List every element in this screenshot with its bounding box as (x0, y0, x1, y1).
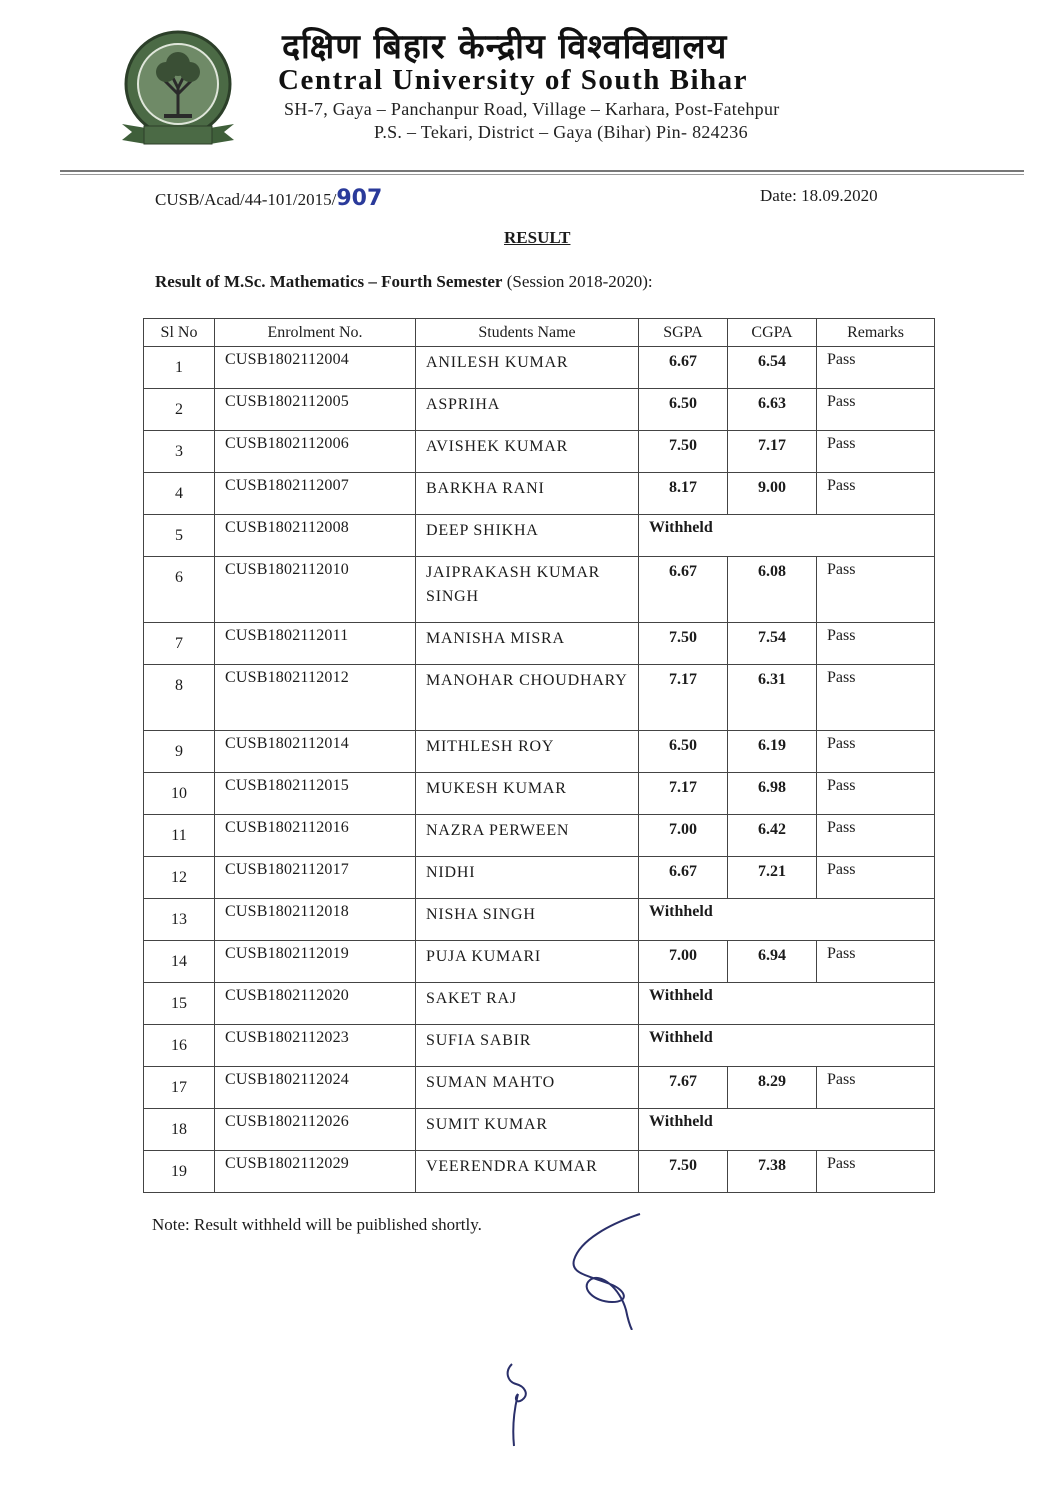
header-cgpa: CGPA (728, 319, 817, 347)
cell-enrolment: CUSB1802112017 (215, 857, 416, 899)
cell-enrolment: CUSB1802112014 (215, 731, 416, 773)
cell-sgpa: 7.00 (639, 941, 728, 983)
cell-student-name: MUKESH KUMAR (416, 773, 639, 815)
cell-sgpa: 7.50 (639, 1151, 728, 1193)
cell-sl-no: 10 (144, 773, 215, 815)
cell-sgpa: 7.50 (639, 623, 728, 665)
header-sgpa: SGPA (639, 319, 728, 347)
cell-sl-no: 16 (144, 1025, 215, 1067)
cell-sl-no: 19 (144, 1151, 215, 1193)
cell-sl-no: 17 (144, 1067, 215, 1109)
cell-cgpa: 9.00 (728, 473, 817, 515)
table-row (144, 665, 935, 731)
cell-enrolment: CUSB1802112015 (215, 773, 416, 815)
header-enrolment: Enrolment No. (215, 319, 416, 347)
cell-enrolment: CUSB1802112029 (215, 1151, 416, 1193)
cell-enrolment: CUSB1802112007 (215, 473, 416, 515)
cell-enrolment: CUSB1802112010 (215, 557, 416, 623)
cell-sl-no: 11 (144, 815, 215, 857)
cell-cgpa: 7.17 (728, 431, 817, 473)
cell-enrolment: CUSB1802112023 (215, 1025, 416, 1067)
cell-remarks: Pass (817, 473, 935, 515)
cell-cgpa: 6.08 (728, 557, 817, 623)
cell-student-name: PUJA KUMARI (416, 941, 639, 983)
cell-withheld: Withheld (639, 1025, 935, 1067)
table-row (144, 1025, 935, 1067)
cell-sgpa: 7.50 (639, 431, 728, 473)
subtitle-session: (Session 2018-2020): (502, 272, 653, 291)
cell-enrolment: CUSB1802112026 (215, 1109, 416, 1151)
cell-enrolment: CUSB1802112006 (215, 431, 416, 473)
table-row (144, 431, 935, 473)
header-student-name: Students Name (416, 319, 639, 347)
cell-remarks: Pass (817, 941, 935, 983)
table-row (144, 515, 935, 557)
cell-cgpa: 7.21 (728, 857, 817, 899)
cell-student-name: ASPRIHA (416, 389, 639, 431)
cell-cgpa: 6.42 (728, 815, 817, 857)
header-sl-no: Sl No (144, 319, 215, 347)
header-divider-thin (60, 174, 1024, 175)
cell-remarks: Pass (817, 347, 935, 389)
initial-signature-icon (500, 1360, 550, 1450)
cell-cgpa: 6.31 (728, 665, 817, 731)
cell-remarks: Pass (817, 665, 935, 731)
table-row (144, 389, 935, 431)
cell-enrolment: CUSB1802112020 (215, 983, 416, 1025)
university-name-english: Central University of South Bihar (278, 64, 748, 96)
cell-sgpa: 6.50 (639, 389, 728, 431)
table-row (144, 1067, 935, 1109)
table-header-row (144, 319, 935, 347)
cell-student-name: SUMIT KUMAR (416, 1109, 639, 1151)
cell-remarks: Pass (817, 623, 935, 665)
result-table (143, 318, 935, 1193)
cell-student-name: VEERENDRA KUMAR (416, 1151, 639, 1193)
university-name-hindi: दक्षिण बिहार केन्द्रीय विश्वविद्यालय (282, 27, 728, 67)
cell-remarks: Pass (817, 731, 935, 773)
cell-cgpa: 8.29 (728, 1067, 817, 1109)
cell-sl-no: 13 (144, 899, 215, 941)
cell-sl-no: 3 (144, 431, 215, 473)
cell-sl-no: 4 (144, 473, 215, 515)
cell-remarks: Pass (817, 1151, 935, 1193)
header-remarks: Remarks (817, 319, 935, 347)
cell-cgpa: 6.54 (728, 347, 817, 389)
cell-sl-no: 6 (144, 557, 215, 623)
signature-icon (560, 1210, 650, 1330)
cell-sgpa: 6.50 (639, 731, 728, 773)
cell-cgpa: 7.38 (728, 1151, 817, 1193)
table-row (144, 857, 935, 899)
cell-remarks: Pass (817, 389, 935, 431)
cell-sl-no: 5 (144, 515, 215, 557)
cell-student-name: NISHA SINGH (416, 899, 639, 941)
cell-student-name: AVISHEK KUMAR (416, 431, 639, 473)
address-line-1: SH-7, Gaya – Panchanpur Road, Village – Karhara, Post-Fatehpur (284, 99, 780, 119)
cell-cgpa: 6.94 (728, 941, 817, 983)
cell-withheld: Withheld (639, 983, 935, 1025)
cell-sgpa: 6.67 (639, 557, 728, 623)
table-row (144, 1151, 935, 1193)
document-date: Date: 18.09.2020 (760, 186, 878, 205)
address-line-2: P.S. – Tekari, District – Gaya (Bihar) Pin- 824236 (374, 122, 748, 142)
university-emblem-icon (116, 28, 240, 152)
reference-number (155, 186, 382, 211)
table-row (144, 623, 935, 665)
cell-enrolment: CUSB1802112024 (215, 1067, 416, 1109)
result-subtitle (155, 272, 653, 292)
cell-student-name: ANILESH KUMAR (416, 347, 639, 389)
cell-remarks: Pass (817, 557, 935, 623)
cell-sgpa: 6.67 (639, 347, 728, 389)
cell-sgpa: 7.17 (639, 773, 728, 815)
cell-remarks: Pass (817, 815, 935, 857)
cell-sgpa: 6.67 (639, 857, 728, 899)
cell-student-name: MANISHA MISRA (416, 623, 639, 665)
cell-enrolment: CUSB1802112019 (215, 941, 416, 983)
table-row (144, 731, 935, 773)
cell-enrolment: CUSB1802112008 (215, 515, 416, 557)
table-row (144, 983, 935, 1025)
cell-cgpa: 6.98 (728, 773, 817, 815)
cell-remarks: Pass (817, 773, 935, 815)
cell-sgpa: 7.17 (639, 665, 728, 731)
table-row (144, 899, 935, 941)
cell-sgpa: 8.17 (639, 473, 728, 515)
cell-enrolment: CUSB1802112005 (215, 389, 416, 431)
cell-sgpa: 7.00 (639, 815, 728, 857)
reference-handwritten-number: 907 (336, 186, 383, 211)
cell-student-name: NAZRA PERWEEN (416, 815, 639, 857)
table-row (144, 773, 935, 815)
cell-student-name: SUMAN MAHTO (416, 1067, 639, 1109)
cell-cgpa: 7.54 (728, 623, 817, 665)
cell-sgpa: 7.67 (639, 1067, 728, 1109)
cell-student-name: MITHLESH ROY (416, 731, 639, 773)
cell-withheld: Withheld (639, 1109, 935, 1151)
footer-note: Note: Result withheld will be puiblished shortly. (152, 1215, 482, 1234)
page-title: RESULT (504, 228, 571, 247)
cell-enrolment: CUSB1802112012 (215, 665, 416, 731)
cell-remarks: Pass (817, 1067, 935, 1109)
table-row (144, 557, 935, 623)
cell-student-name: DEEP SHIKHA (416, 515, 639, 557)
table-row (144, 941, 935, 983)
cell-sl-no: 2 (144, 389, 215, 431)
cell-student-name: SUFIA SABIR (416, 1025, 639, 1067)
cell-sl-no: 8 (144, 665, 215, 731)
cell-withheld: Withheld (639, 515, 935, 557)
cell-student-name: NIDHI (416, 857, 639, 899)
cell-student-name: BARKHA RANI (416, 473, 639, 515)
cell-remarks: Pass (817, 431, 935, 473)
table-row (144, 1109, 935, 1151)
cell-cgpa: 6.63 (728, 389, 817, 431)
cell-sl-no: 14 (144, 941, 215, 983)
cell-student-name: MANOHAR CHOUDHARY (416, 665, 639, 731)
cell-enrolment: CUSB1802112018 (215, 899, 416, 941)
cell-enrolment: CUSB1802112004 (215, 347, 416, 389)
subtitle-bold: Result of M.Sc. Mathematics – Fourth Semester (155, 272, 503, 291)
cell-sl-no: 9 (144, 731, 215, 773)
reference-prefix: CUSB/Acad/44-101/2015/ (155, 190, 337, 209)
cell-enrolment: CUSB1802112016 (215, 815, 416, 857)
cell-sl-no: 7 (144, 623, 215, 665)
header-divider (60, 170, 1024, 172)
cell-withheld: Withheld (639, 899, 935, 941)
cell-sl-no: 18 (144, 1109, 215, 1151)
table-row (144, 815, 935, 857)
cell-cgpa: 6.19 (728, 731, 817, 773)
table-row (144, 347, 935, 389)
cell-remarks: Pass (817, 857, 935, 899)
cell-student-name: SAKET RAJ (416, 983, 639, 1025)
cell-sl-no: 1 (144, 347, 215, 389)
table-row (144, 473, 935, 515)
cell-enrolment: CUSB1802112011 (215, 623, 416, 665)
cell-sl-no: 12 (144, 857, 215, 899)
table-body (144, 347, 935, 1193)
cell-sl-no: 15 (144, 983, 215, 1025)
cell-student-name: JAIPRAKASH KUMAR SINGH (416, 557, 639, 623)
